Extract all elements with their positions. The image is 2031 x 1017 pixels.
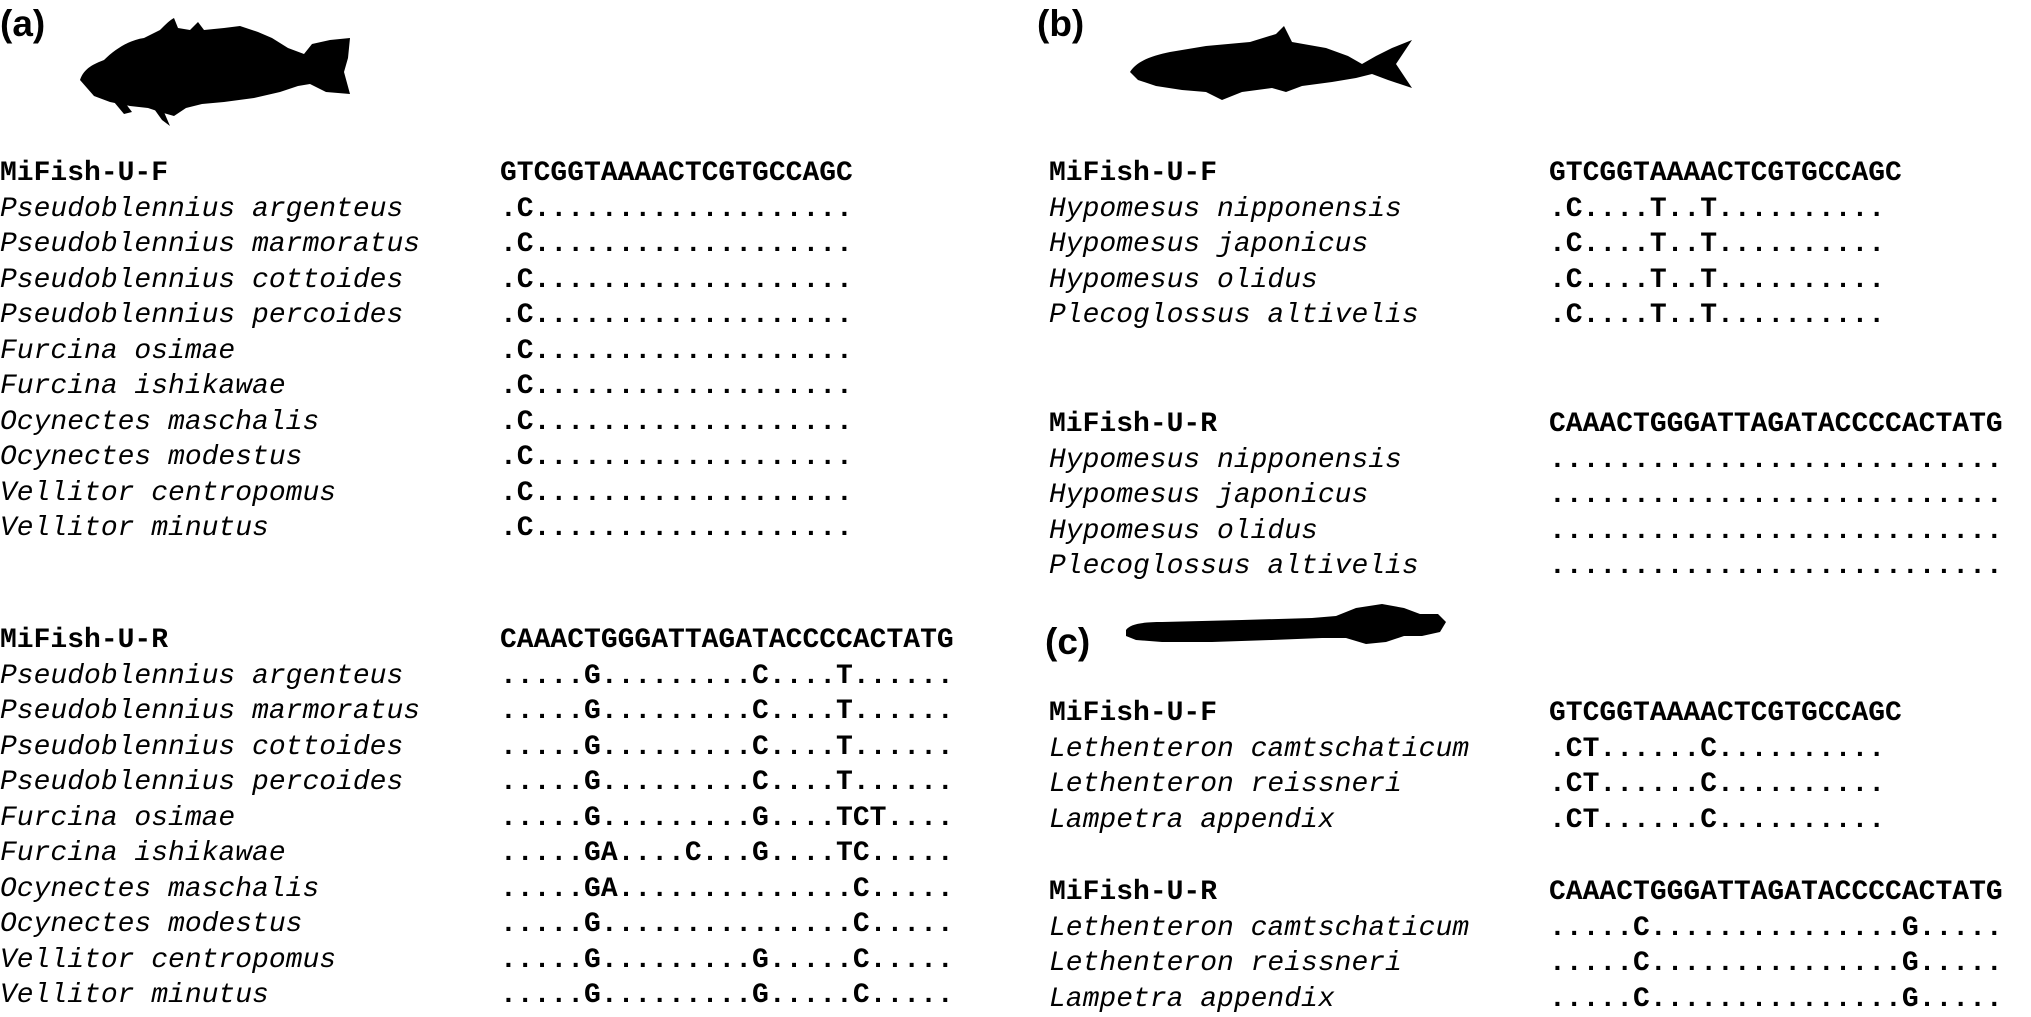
primer-row (0, 156, 1000, 192)
alignment-row (0, 476, 1000, 512)
alignment-row (0, 872, 1000, 908)
panel-c-forward-block (1049, 696, 2031, 838)
species-name: Hypomesus nipponensis (1049, 443, 1402, 479)
species-name: Plecoglossus altivelis (1049, 549, 1419, 585)
primer-name: MiFish-U-F (1049, 156, 1217, 192)
alignment-row (0, 227, 1000, 263)
alignment-row (0, 369, 1000, 405)
species-name: Pseudoblennius marmoratus (0, 694, 420, 730)
species-name: Pseudoblennius argenteus (0, 659, 403, 695)
panel-a-reverse-block (0, 623, 1000, 1014)
alignment-row (1049, 192, 2031, 228)
species-name: Lethenteron camtschaticum (1049, 732, 1469, 768)
aligned-sequence: .....G.........C....T...... (500, 659, 954, 695)
species-name: Furcina ishikawae (0, 836, 286, 872)
species-name: Pseudoblennius cottoides (0, 730, 403, 766)
alignment-row (0, 765, 1000, 801)
species-name: Furcina ishikawae (0, 369, 286, 405)
primer-sequence: GTCGGTAAAACTCGTGCCAGC (1549, 696, 1902, 732)
aligned-sequence: ........................... (1549, 443, 2003, 479)
aligned-sequence: .....G...............C..... (500, 907, 954, 943)
primer-sequence: CAAACTGGGATTAGATACCCCACTATG (1549, 875, 2003, 911)
species-name: Hypomesus nipponensis (1049, 192, 1402, 228)
alignment-row (1049, 227, 2031, 263)
alignment-row (0, 263, 1000, 299)
species-name: Vellitor centropomus (0, 476, 336, 512)
alignment-row (0, 298, 1000, 334)
aligned-sequence: .C................... (500, 369, 853, 405)
alignment-row (1049, 732, 2031, 768)
panel-c-reverse-block (1049, 875, 2031, 1017)
alignment-row (0, 907, 1000, 943)
aligned-sequence: .CT......C.......... (1549, 767, 1885, 803)
species-name: Lampetra appendix (1049, 982, 1335, 1017)
primer-name: MiFish-U-F (0, 156, 168, 192)
primer-sequence: CAAACTGGGATTAGATACCCCACTATG (1549, 407, 2003, 443)
primer-row (1049, 696, 2031, 732)
panel-a-forward-block (0, 156, 1000, 547)
aligned-sequence: .C................... (500, 511, 853, 547)
alignment-row (1049, 982, 2031, 1017)
alignment-row (1049, 298, 2031, 334)
aligned-sequence: .C................... (500, 405, 853, 441)
alignment-row (1049, 478, 2031, 514)
primer-row (1049, 407, 2031, 443)
species-name: Ocynectes maschalis (0, 872, 319, 908)
aligned-sequence: .....GA..............C..... (500, 872, 954, 908)
primer-row (0, 623, 1000, 659)
alignment-row (0, 730, 1000, 766)
alignment-row (1049, 803, 2031, 839)
primer-name: MiFish-U-F (1049, 696, 1217, 732)
panel-b-reverse-block (1049, 407, 2031, 585)
alignment-row (1049, 514, 2031, 550)
aligned-sequence: .....G.........G.....C..... (500, 978, 954, 1014)
alignment-row (1049, 263, 2031, 299)
aligned-sequence: ........................... (1549, 478, 2003, 514)
aligned-sequence: .C................... (500, 476, 853, 512)
aligned-sequence: .....G.........G....TCT.... (500, 801, 954, 837)
aligned-sequence: .....C...............G..... (1549, 911, 2003, 947)
panel-b-forward-block (1049, 156, 2031, 334)
aligned-sequence: .C................... (500, 334, 853, 370)
panel-label-a: (a) (0, 5, 45, 42)
alignment-row (1049, 767, 2031, 803)
primer-name: MiFish-U-R (0, 623, 168, 659)
aligned-sequence: .C................... (500, 263, 853, 299)
primer-name: MiFish-U-R (1049, 875, 1217, 911)
primer-sequence: GTCGGTAAAACTCGTGCCAGC (500, 156, 853, 192)
species-name: Hypomesus olidus (1049, 263, 1318, 299)
aligned-sequence: .C....T..T.......... (1549, 263, 1885, 299)
alignment-row (0, 511, 1000, 547)
aligned-sequence: .....G.........C....T...... (500, 765, 954, 801)
aligned-sequence: .CT......C.......... (1549, 732, 1885, 768)
primer-sequence: GTCGGTAAAACTCGTGCCAGC (1549, 156, 1902, 192)
primer-sequence: CAAACTGGGATTAGATACCCCACTATG (500, 623, 954, 659)
aligned-sequence: .C....T..T.......... (1549, 192, 1885, 228)
species-name: Lethenteron camtschaticum (1049, 911, 1469, 947)
alignment-row (0, 405, 1000, 441)
alignment-row (0, 659, 1000, 695)
alignment-row (0, 836, 1000, 872)
species-name: Pseudoblennius cottoides (0, 263, 403, 299)
alignment-row (0, 978, 1000, 1014)
species-name: Lethenteron reissneri (1049, 767, 1402, 803)
aligned-sequence: ........................... (1549, 549, 2003, 585)
aligned-sequence: .....C...............G..... (1549, 982, 2003, 1017)
species-name: Pseudoblennius argenteus (0, 192, 403, 228)
primer-row (1049, 156, 2031, 192)
aligned-sequence: .CT......C.......... (1549, 803, 1885, 839)
panel-label-c: (c) (1045, 623, 1090, 660)
species-name: Furcina osimae (0, 334, 235, 370)
alignment-row (0, 192, 1000, 228)
panel-label-b: (b) (1037, 5, 1084, 42)
species-name: Pseudoblennius percoides (0, 765, 403, 801)
aligned-sequence: .C....T..T.......... (1549, 227, 1885, 263)
aligned-sequence: .....G.........C....T...... (500, 694, 954, 730)
species-name: Plecoglossus altivelis (1049, 298, 1419, 334)
alignment-row (0, 440, 1000, 476)
aligned-sequence: .....G.........G.....C..... (500, 943, 954, 979)
lamprey-silhouette-icon (1122, 600, 1447, 650)
primer-row (1049, 875, 2031, 911)
alignment-row (1049, 443, 2031, 479)
aligned-sequence: .C................... (500, 192, 853, 228)
aligned-sequence: .C................... (500, 440, 853, 476)
alignment-row (1049, 549, 2031, 585)
alignment-row (0, 334, 1000, 370)
aligned-sequence: .....G.........C....T...... (500, 730, 954, 766)
species-name: Vellitor minutus (0, 978, 269, 1014)
species-name: Hypomesus japonicus (1049, 227, 1368, 263)
primer-name: MiFish-U-R (1049, 407, 1217, 443)
species-name: Pseudoblennius percoides (0, 298, 403, 334)
species-name: Furcina osimae (0, 801, 235, 837)
aligned-sequence: .....GA....C...G....TC..... (500, 836, 954, 872)
species-name: Ocynectes modestus (0, 907, 302, 943)
alignment-row (0, 694, 1000, 730)
aligned-sequence: .C....T..T.......... (1549, 298, 1885, 334)
species-name: Lampetra appendix (1049, 803, 1335, 839)
species-name: Vellitor minutus (0, 511, 269, 547)
species-name: Hypomesus olidus (1049, 514, 1318, 550)
aligned-sequence: .C................... (500, 227, 853, 263)
species-name: Hypomesus japonicus (1049, 478, 1368, 514)
species-name: Vellitor centropomus (0, 943, 336, 979)
alignment-row (1049, 946, 2031, 982)
species-name: Lethenteron reissneri (1049, 946, 1402, 982)
alignment-row (1049, 911, 2031, 947)
aligned-sequence: ........................... (1549, 514, 2003, 550)
aligned-sequence: .C................... (500, 298, 853, 334)
sculpin-silhouette-icon (74, 8, 354, 128)
species-name: Pseudoblennius marmoratus (0, 227, 420, 263)
species-name: Ocynectes modestus (0, 440, 302, 476)
alignment-row (0, 943, 1000, 979)
aligned-sequence: .....C...............G..... (1549, 946, 2003, 982)
species-name: Ocynectes maschalis (0, 405, 319, 441)
smelt-silhouette-icon (1126, 22, 1416, 107)
alignment-row (0, 801, 1000, 837)
